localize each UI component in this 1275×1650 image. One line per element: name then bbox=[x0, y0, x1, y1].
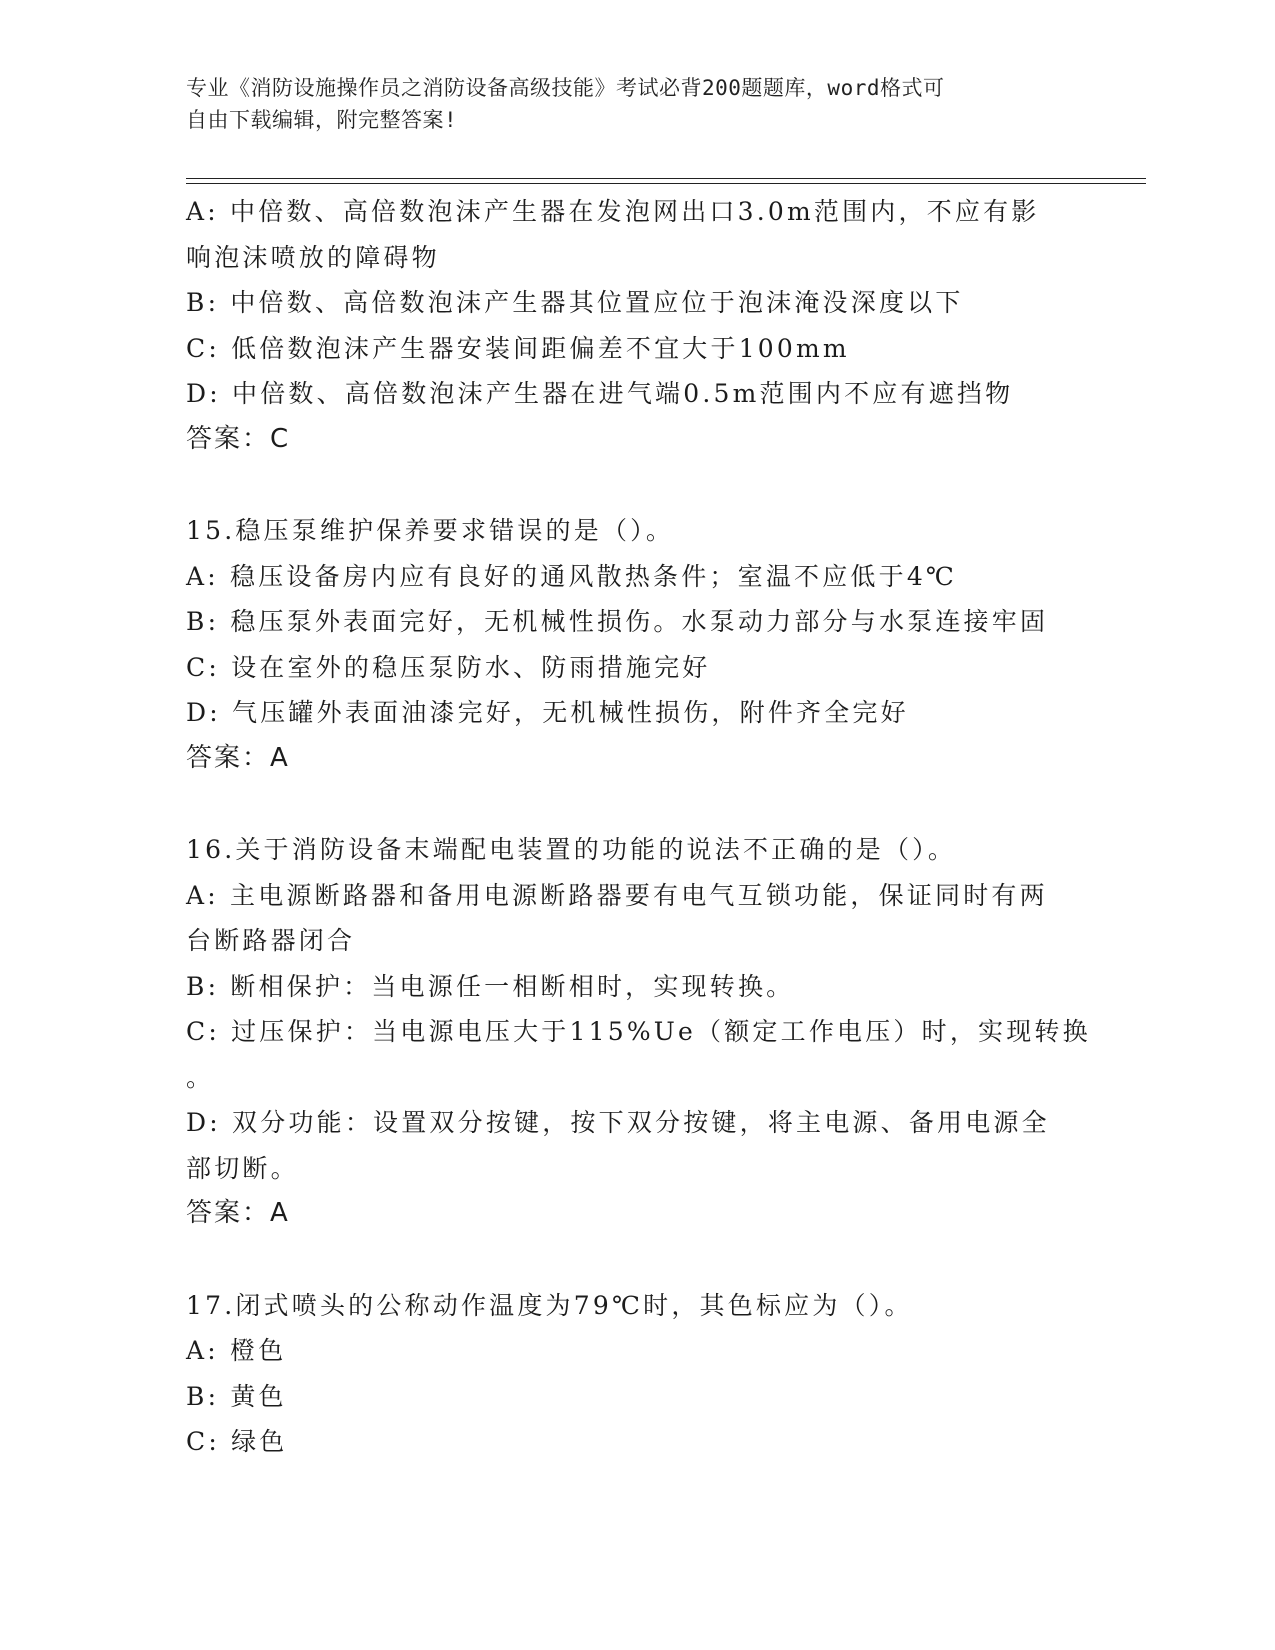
question-14-block bbox=[186, 189, 1086, 462]
option-a-line-2: 响泡沫喷放的障碍物 bbox=[186, 242, 440, 272]
answer-line: 答案：C bbox=[186, 423, 291, 454]
option-c: C: 低倍数泡沫产生器安装间距偏差不宜大于100mm bbox=[186, 333, 850, 363]
question-17-block bbox=[186, 1283, 1086, 1465]
option-d: D: 气压罐外表面油漆完好，无机械性损伤，附件齐全完好 bbox=[186, 698, 909, 727]
option-a-line-2: 台断路器闭合 bbox=[186, 926, 356, 955]
option-d-line-1: D: 双分功能：设置双分按键，按下双分按键，将主电源、备用电源全 bbox=[186, 1108, 1050, 1137]
option-a: A: 稳压设备房内应有良好的通风散热条件；室温不应低于4℃ bbox=[186, 561, 958, 591]
header-divider-bottom bbox=[186, 183, 1146, 184]
question-stem: 16.关于消防设备末端配电装置的功能的说法不正确的是（）。 bbox=[186, 835, 957, 864]
header-divider-top bbox=[186, 178, 1146, 179]
option-c-line-2: 。 bbox=[186, 1062, 215, 1092]
answer-line: 答案：A bbox=[186, 742, 290, 773]
spacer bbox=[186, 462, 1086, 508]
option-a-line-1: A: 主电源断路器和备用电源断路器要有电气互锁功能，保证同时有两 bbox=[186, 880, 1048, 910]
option-d: D: 中倍数、高倍数泡沫产生器在进气端0.5m范围内不应有遮挡物 bbox=[186, 379, 1014, 408]
option-d-line-2: 部切断。 bbox=[186, 1153, 299, 1183]
option-c: C: 设在室外的稳压泵防水、防雨措施完好 bbox=[186, 652, 711, 682]
header-line-2: 自由下载编辑，附完整答案! bbox=[186, 108, 458, 132]
option-b: B: 中倍数、高倍数泡沫产生器其位置应位于泡沫淹没深度以下 bbox=[186, 288, 964, 317]
option-a-line-1: A: 中倍数、高倍数泡沫产生器在发泡网出口3.0m范围内，不应有影 bbox=[186, 197, 1040, 226]
header-line-1: 专业《消防设施操作员之消防设备高级技能》考试必背200题题库，word格式可 bbox=[186, 76, 945, 100]
document-header bbox=[186, 72, 1066, 136]
option-b: B: 稳压泵外表面完好，无机械性损伤。水泵动力部分与水泵连接牢固 bbox=[186, 607, 1049, 636]
option-b: B: 黄色 bbox=[186, 1381, 287, 1411]
option-b: B: 断相保护：当电源任一相断相时，实现转换。 bbox=[186, 971, 795, 1001]
option-c: C: 绿色 bbox=[186, 1427, 288, 1456]
question-16-block bbox=[186, 827, 1091, 1237]
question-15-block bbox=[186, 508, 1086, 781]
question-stem: 15.稳压泵维护保养要求错误的是（）。 bbox=[186, 516, 675, 545]
spacer bbox=[186, 781, 1086, 827]
question-stem: 17.闭式喷头的公称动作温度为79℃时，其色标应为（）。 bbox=[186, 1290, 913, 1320]
option-a: A: 橙色 bbox=[186, 1336, 287, 1365]
option-c-line-1: C: 过压保护：当电源电压大于115%Ue（额定工作电压）时，实现转换 bbox=[186, 1017, 1091, 1046]
spacer bbox=[186, 1237, 1086, 1283]
answer-line: 答案：A bbox=[186, 1198, 290, 1228]
question-list bbox=[186, 189, 1091, 1465]
